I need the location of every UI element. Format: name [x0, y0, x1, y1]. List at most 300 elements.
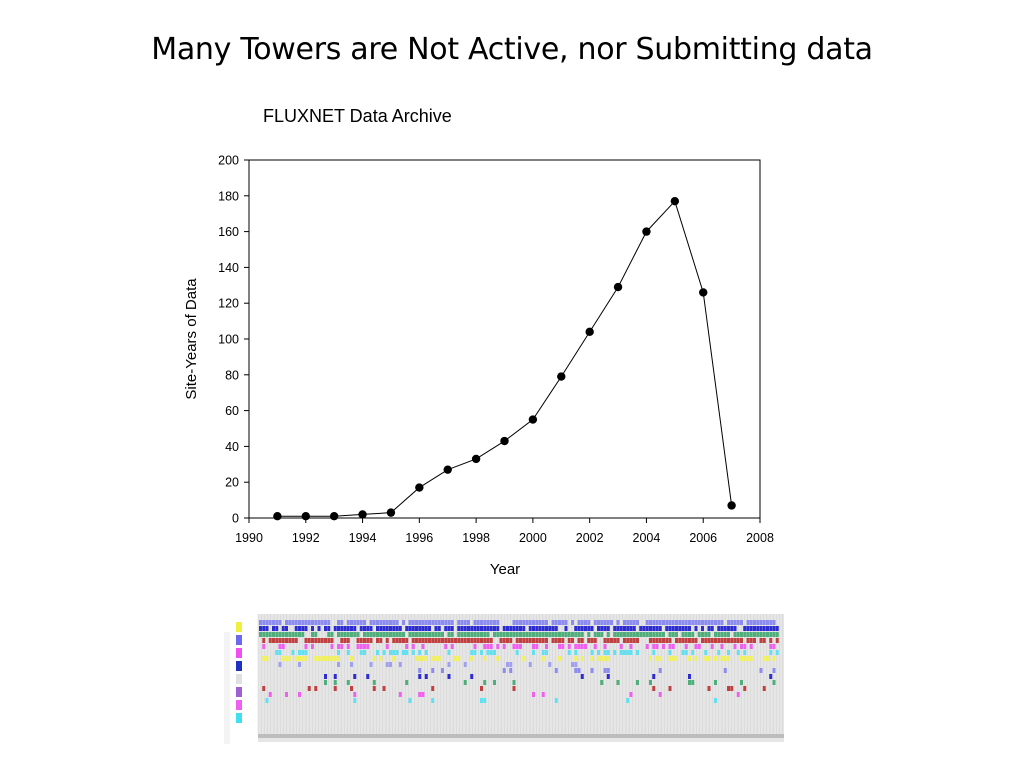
heatmap-cell: [776, 650, 779, 655]
heatmap-cell: [422, 644, 425, 649]
heatmap-cell: [721, 656, 724, 661]
heatmap-cell: [591, 656, 594, 661]
heatmap-cell: [652, 686, 655, 691]
heatmap-cell: [422, 626, 425, 631]
heatmap-cell: [334, 686, 337, 691]
heatmap-cell: [695, 644, 698, 649]
data-point: [273, 512, 281, 520]
heatmap-cell: [717, 620, 720, 625]
heatmap-cell: [509, 626, 512, 631]
heatmap-cell: [340, 620, 343, 625]
heatmap-cell: [548, 632, 551, 637]
heatmap-cell: [516, 626, 519, 631]
heatmap-cell: [282, 656, 285, 661]
heatmap-cell: [467, 632, 470, 637]
heatmap-cell: [337, 644, 340, 649]
heatmap-cell: [714, 698, 717, 703]
heatmap-cell: [301, 650, 304, 655]
heatmap-cell: [571, 662, 574, 667]
heatmap-cell: [626, 638, 629, 643]
y-tick-label: 100: [218, 332, 239, 347]
heatmap-cell: [269, 620, 272, 625]
heatmap-cell: [451, 626, 454, 631]
y-tick-label: 60: [225, 404, 239, 419]
heatmap-cell: [396, 620, 399, 625]
heatmap-cell: [597, 632, 600, 637]
heatmap-cell: [298, 692, 301, 697]
heatmap-cell: [675, 638, 678, 643]
heatmap-cell: [769, 674, 772, 679]
heatmap-cell: [711, 638, 714, 643]
heatmap-cell: [600, 656, 603, 661]
heatmap-legend-caption: [224, 632, 230, 744]
heatmap-cell: [685, 644, 688, 649]
heatmap-cell: [526, 632, 529, 637]
heatmap-cell: [685, 650, 688, 655]
heatmap-cell: [360, 620, 363, 625]
heatmap-cell: [483, 680, 486, 685]
heatmap-cell: [766, 656, 769, 661]
heatmap-cell: [279, 638, 282, 643]
heatmap-cell: [347, 638, 350, 643]
heatmap-cell: [672, 632, 675, 637]
heatmap-cell: [760, 668, 763, 673]
heatmap-cell: [347, 644, 350, 649]
heatmap-cell: [558, 620, 561, 625]
heatmap-cell: [266, 632, 269, 637]
heatmap-cell: [324, 620, 327, 625]
heatmap-cell: [318, 656, 321, 661]
heatmap-cell: [402, 638, 405, 643]
heatmap-cell: [399, 692, 402, 697]
heatmap-cell: [558, 644, 561, 649]
heatmap-cell: [597, 626, 600, 631]
heatmap-cell: [714, 656, 717, 661]
heatmap-cell: [477, 638, 480, 643]
heatmap-cell: [438, 638, 441, 643]
heatmap-cell: [568, 644, 571, 649]
heatmap-cell: [721, 644, 724, 649]
heatmap-cell: [747, 626, 750, 631]
heatmap-cell: [353, 674, 356, 679]
heatmap-cell: [428, 632, 431, 637]
heatmap-cell: [740, 632, 743, 637]
heatmap-cell: [695, 656, 698, 661]
heatmap-cell: [493, 650, 496, 655]
data-point: [358, 510, 366, 518]
heatmap-cell: [318, 626, 321, 631]
heatmap-cell: [418, 626, 421, 631]
heatmap-cell: [275, 626, 278, 631]
heatmap-cell: [379, 626, 382, 631]
heatmap-cell: [506, 632, 509, 637]
heatmap-cell: [500, 632, 503, 637]
heatmap-cell: [623, 650, 626, 655]
heatmap-cell: [675, 626, 678, 631]
heatmap-cell: [730, 686, 733, 691]
heatmap-cell: [574, 650, 577, 655]
heatmap-cell: [519, 632, 522, 637]
heatmap-cell: [613, 632, 616, 637]
heatmap-cell: [496, 644, 499, 649]
heatmap-cell: [282, 626, 285, 631]
heatmap-cell: [730, 626, 733, 631]
heatmap-cell: [548, 626, 551, 631]
heatmap-cell: [578, 644, 581, 649]
heatmap-cell: [272, 626, 275, 631]
heatmap-cell: [636, 620, 639, 625]
heatmap-cell: [259, 632, 262, 637]
heatmap-cell: [766, 620, 769, 625]
y-tick-label: 160: [218, 225, 239, 240]
heatmap-cell: [708, 656, 711, 661]
heatmap-cell: [617, 680, 620, 685]
heatmap-cell: [415, 656, 418, 661]
heatmap-cell: [305, 650, 308, 655]
heatmap-cell: [766, 632, 769, 637]
heatmap-cell: [682, 638, 685, 643]
heatmap-cell: [340, 644, 343, 649]
heatmap-cell: [483, 632, 486, 637]
heatmap-cell: [535, 644, 538, 649]
heatmap-cell: [532, 638, 535, 643]
heatmap-cell: [506, 638, 509, 643]
heatmap-cell: [373, 680, 376, 685]
heatmap-cell: [701, 638, 704, 643]
heatmap-cell: [633, 626, 636, 631]
heatmap-cell: [607, 656, 610, 661]
data-points: [273, 197, 736, 520]
heatmap-cell: [344, 632, 347, 637]
heatmap-cell: [607, 632, 610, 637]
heatmap-cell: [383, 620, 386, 625]
heatmap-cell: [607, 650, 610, 655]
data-point: [529, 415, 537, 423]
heatmap-cell: [422, 620, 425, 625]
heatmap-cell: [396, 626, 399, 631]
heatmap-cell: [714, 620, 717, 625]
heatmap-cell: [704, 620, 707, 625]
heatmap-cell: [311, 638, 314, 643]
heatmap-cell: [695, 626, 698, 631]
heatmap-cell: [711, 620, 714, 625]
y-tick-label: 200: [218, 153, 239, 168]
heatmap-cell: [337, 662, 340, 667]
heatmap-cell: [587, 626, 590, 631]
heatmap-cell: [568, 638, 571, 643]
heatmap-cell: [659, 656, 662, 661]
heatmap-cell: [760, 638, 763, 643]
heatmap-cell: [721, 632, 724, 637]
heatmap-cell: [737, 650, 740, 655]
heatmap-cell: [535, 632, 538, 637]
heatmap-cell: [399, 626, 402, 631]
heatmap-cell: [522, 626, 525, 631]
heatmap-cell: [535, 638, 538, 643]
heatmap-cell: [467, 620, 470, 625]
heatmap-cell: [503, 668, 506, 673]
heatmap-cell: [519, 620, 522, 625]
heatmap-cell: [305, 638, 308, 643]
heatmap-cell: [734, 638, 737, 643]
heatmap-cell: [639, 626, 642, 631]
heatmap-cell: [600, 680, 603, 685]
heatmap-cell: [318, 638, 321, 643]
heatmap-cell: [597, 620, 600, 625]
heatmap-cell: [688, 626, 691, 631]
heatmap-cell: [337, 626, 340, 631]
heatmap-cell: [578, 626, 581, 631]
heatmap-cell: [578, 632, 581, 637]
heatmap-cell: [643, 632, 646, 637]
heatmap-cell: [734, 632, 737, 637]
slide-title: Many Towers are Not Active, nor Submitting data: [151, 32, 873, 67]
heatmap-cell: [350, 626, 353, 631]
heatmap-cell: [649, 620, 652, 625]
heatmap-cell: [561, 638, 564, 643]
heatmap-cell: [487, 620, 490, 625]
heatmap-cell: [457, 626, 460, 631]
heatmap-cell: [363, 626, 366, 631]
heatmap-cell: [461, 626, 464, 631]
heatmap-cell: [370, 662, 373, 667]
heatmap-cell: [769, 620, 772, 625]
heatmap-cell: [266, 626, 269, 631]
heatmap-cell: [773, 632, 776, 637]
heatmap-cell: [454, 638, 457, 643]
heatmap-cell: [438, 632, 441, 637]
heatmap-cell: [448, 626, 451, 631]
data-point: [330, 512, 338, 520]
heatmap-cell: [669, 650, 672, 655]
heatmap-cell: [639, 632, 642, 637]
heatmap-cell: [285, 638, 288, 643]
heatmap-cell: [383, 650, 386, 655]
heatmap-cell: [711, 626, 714, 631]
heatmap-cell: [698, 620, 701, 625]
heatmap-cell: [331, 644, 334, 649]
heatmap-cell: [682, 626, 685, 631]
heatmap-cell: [412, 632, 415, 637]
heatmap-cell: [321, 656, 324, 661]
heatmap-cell: [516, 644, 519, 649]
heatmap-cell: [457, 632, 460, 637]
heatmap-cell: [675, 656, 678, 661]
heatmap-cell: [717, 638, 720, 643]
heatmap-cell: [314, 632, 317, 637]
heatmap-cell: [418, 632, 421, 637]
heatmap-cell: [262, 626, 265, 631]
heatmap-cell: [763, 686, 766, 691]
heatmap-cell: [431, 698, 434, 703]
heatmap-cell: [327, 656, 330, 661]
heatmap-cell: [477, 620, 480, 625]
heatmap-cell: [262, 638, 265, 643]
heatmap-cell: [493, 620, 496, 625]
heatmap-cell: [727, 632, 730, 637]
heatmap-cell: [327, 620, 330, 625]
heatmap-cell: [409, 626, 412, 631]
heatmap-cell: [682, 650, 685, 655]
heatmap-cell: [324, 626, 327, 631]
heatmap-cell: [724, 668, 727, 673]
heatmap-cell: [678, 626, 681, 631]
heatmap-cell: [626, 626, 629, 631]
heatmap-cell: [425, 650, 428, 655]
heatmap-cell: [766, 626, 769, 631]
heatmap-cell: [685, 638, 688, 643]
heatmap-cell: [399, 632, 402, 637]
y-tick-label: 0: [232, 511, 239, 526]
heatmap-cell: [347, 650, 350, 655]
data-point: [727, 501, 735, 509]
heatmap-cell: [392, 656, 395, 661]
heatmap-cell: [288, 656, 291, 661]
heatmap-cell: [262, 620, 265, 625]
heatmap-cell: [539, 638, 542, 643]
heatmap-cell: [519, 644, 522, 649]
heatmap-cell: [279, 644, 282, 649]
heatmap-cell: [545, 650, 548, 655]
heatmap-cell: [730, 620, 733, 625]
heatmap-cell: [532, 632, 535, 637]
heatmap-cell: [444, 638, 447, 643]
heatmap-cell: [448, 632, 451, 637]
heatmap-cell: [646, 632, 649, 637]
heatmap-cell: [431, 686, 434, 691]
heatmap-cell: [418, 692, 421, 697]
heatmap-cell: [483, 626, 486, 631]
heatmap-cell: [513, 632, 516, 637]
heatmap-cell: [555, 698, 558, 703]
heatmap-cell: [672, 626, 675, 631]
heatmap-cell: [464, 632, 467, 637]
heatmap-cell: [656, 620, 659, 625]
heatmap-cell: [422, 638, 425, 643]
heatmap-cell: [321, 638, 324, 643]
heatmap-cell: [350, 662, 353, 667]
heatmap-cell: [493, 626, 496, 631]
heatmap-cell: [451, 620, 454, 625]
heatmap-cell: [756, 632, 759, 637]
heatmap-cell: [422, 692, 425, 697]
heatmap-cell: [392, 638, 395, 643]
heatmap-cell: [262, 686, 265, 691]
heatmap-cell: [630, 632, 633, 637]
heatmap-cell: [753, 626, 756, 631]
heatmap-cell: [529, 638, 532, 643]
heatmap-cell: [357, 644, 360, 649]
heatmap-cell: [418, 638, 421, 643]
heatmap-cell: [470, 626, 473, 631]
heatmap-cell: [649, 638, 652, 643]
data-point: [585, 328, 593, 336]
heatmap-cell: [513, 620, 516, 625]
heatmap-cell: [636, 638, 639, 643]
heatmap-cell: [431, 668, 434, 673]
heatmap-cell: [669, 644, 672, 649]
heatmap-cell: [600, 632, 603, 637]
heatmap-cell: [669, 620, 672, 625]
data-point: [302, 512, 310, 520]
heatmap-cell: [711, 644, 714, 649]
heatmap-cell: [581, 638, 584, 643]
heatmap-cell: [581, 644, 584, 649]
heatmap-cell: [714, 680, 717, 685]
heatmap-cell: [418, 650, 421, 655]
heatmap-cell: [509, 638, 512, 643]
heatmap-cell: [633, 632, 636, 637]
heatmap-cell: [662, 632, 665, 637]
heatmap-cell: [392, 626, 395, 631]
site-availability-heatmap-image: [222, 612, 784, 748]
heatmap-cell: [763, 620, 766, 625]
heatmap-cell: [470, 674, 473, 679]
heatmap-cell: [581, 656, 584, 661]
heatmap-cell: [389, 650, 392, 655]
heatmap-cell: [561, 632, 564, 637]
heatmap-cell: [529, 626, 532, 631]
heatmap-cell: [604, 644, 607, 649]
heatmap-cell: [295, 632, 298, 637]
heatmap-cell: [555, 626, 558, 631]
heatmap-cell: [503, 638, 506, 643]
heatmap-cell: [402, 632, 405, 637]
heatmap-cell: [318, 620, 321, 625]
heatmap-cell: [314, 620, 317, 625]
heatmap-cell: [753, 620, 756, 625]
heatmap-cell: [454, 656, 457, 661]
heatmap-cell: [295, 656, 298, 661]
heatmap-cell: [636, 632, 639, 637]
heatmap-cell: [266, 698, 269, 703]
heatmap-cell: [337, 632, 340, 637]
heatmap-cell: [347, 680, 350, 685]
heatmap-cell: [688, 656, 691, 661]
heatmap-cell: [389, 620, 392, 625]
heatmap-cell: [542, 692, 545, 697]
heatmap-cell: [633, 638, 636, 643]
heatmap-cell: [581, 620, 584, 625]
heatmap-cell: [334, 656, 337, 661]
heatmap-cell: [591, 638, 594, 643]
heatmap-cell: [444, 620, 447, 625]
heatmap-cell: [503, 644, 506, 649]
heatmap-cell: [444, 644, 447, 649]
heatmap-cell: [431, 620, 434, 625]
data-point: [444, 465, 452, 473]
heatmap-cell: [623, 632, 626, 637]
heatmap-cell: [597, 650, 600, 655]
heatmap-cell: [734, 644, 737, 649]
heatmap-cell: [496, 632, 499, 637]
heatmap-cell: [269, 692, 272, 697]
heatmap-cell: [288, 638, 291, 643]
heatmap-cell: [370, 638, 373, 643]
heatmap-cell: [392, 632, 395, 637]
heatmap-cell: [656, 644, 659, 649]
heatmap-cell: [607, 626, 610, 631]
heatmap-cell: [334, 674, 337, 679]
heatmap-cell: [428, 620, 431, 625]
heatmap-cell: [506, 626, 509, 631]
heatmap-cell: [743, 632, 746, 637]
heatmap-cell: [415, 632, 418, 637]
heatmap-cell: [691, 638, 694, 643]
heatmap-cell: [464, 662, 467, 667]
heatmap-cell: [487, 644, 490, 649]
heatmap-cell: [607, 638, 610, 643]
